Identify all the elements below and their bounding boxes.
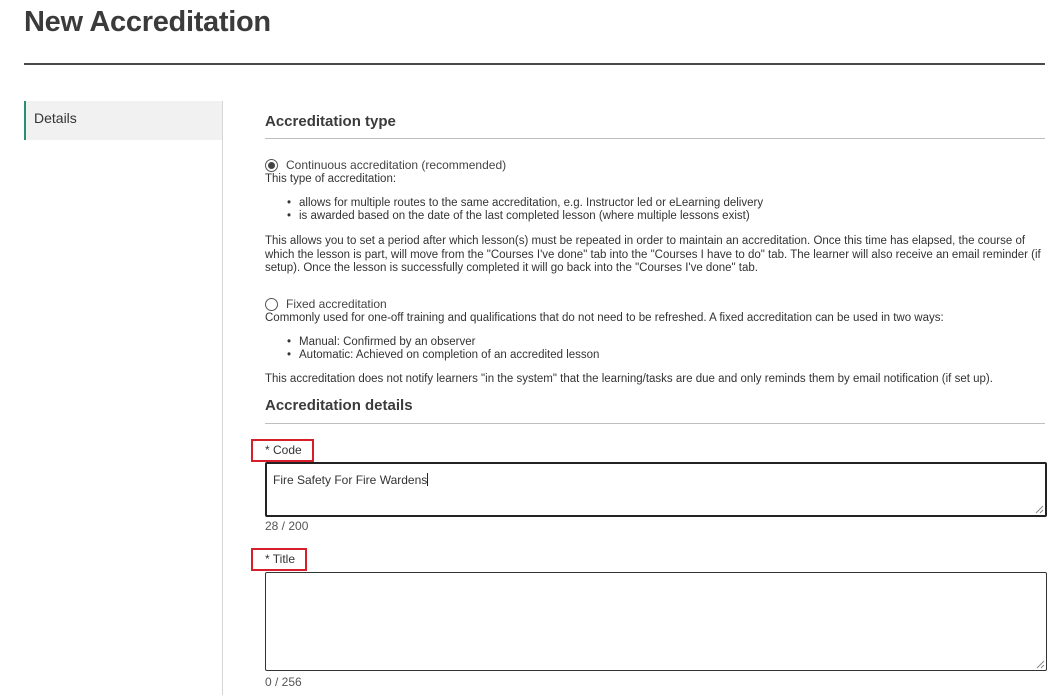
code-field[interactable]: [265, 462, 1047, 517]
list-item: • is awarded based on the date of the last completed lesson (where multiple lessons exist): [287, 210, 763, 223]
radio-selected-dot: [268, 162, 275, 169]
fixed-radio[interactable]: [265, 298, 278, 311]
continuous-accreditation-option[interactable]: [265, 158, 506, 172]
continuous-description: [265, 235, 1050, 276]
accreditation-details-heading: Accreditation details: [265, 397, 413, 414]
fixed-bullets: [287, 336, 599, 362]
section-divider: [265, 138, 1045, 139]
title-char-counter: 0 / 256: [265, 675, 302, 689]
description-line: which the lesson is part, will move from the "Courses I've done" tab into the "Courses I have to do" tab. The learner will also receive an email reminder (if: [265, 248, 1041, 261]
code-label: * Code: [251, 439, 314, 462]
list-item: • Manual: Confirmed by an observer: [287, 336, 599, 349]
continuous-intro: This type of accreditation:: [265, 173, 397, 185]
continuous-radio[interactable]: [265, 159, 278, 172]
description-line: This allows you to set a period after which lesson(s) must be repeated in order to maintain an accreditation. Once this time has elapsed, the course of: [265, 235, 1026, 247]
fixed-intro: Commonly used for one-off training and qualifications that do not need to be refreshed. A fixed accreditation can be used in two ways:: [265, 312, 944, 324]
sidebar: [24, 101, 223, 695]
section-divider: [265, 423, 1045, 424]
continuous-radio-label: Continuous accreditation (recommended): [286, 158, 507, 172]
list-item: • allows for multiple routes to the same accreditation, e.g. Instructor led or eLearning delivery: [287, 197, 763, 210]
text-caret: [427, 473, 428, 486]
continuous-bullets: [287, 197, 763, 223]
title-label: * Title: [251, 548, 307, 571]
fixed-radio-label: Fixed accreditation: [286, 297, 387, 311]
list-item: • Automatic: Achieved on completion of an accredited lesson: [287, 349, 599, 362]
title-divider: [24, 63, 1045, 65]
description-line: setup). Once the lesson is successfully completed it will go back into the "Courses I've done" tab.: [265, 262, 758, 274]
fixed-accreditation-option[interactable]: [265, 297, 387, 311]
fixed-description: This accreditation does not notify learners "in the system" that the learning/tasks are due and only reminds them by email notification (if set up).: [265, 373, 993, 385]
page-title: New Accreditation: [24, 6, 271, 38]
title-field[interactable]: [265, 572, 1047, 671]
resize-handle-icon[interactable]: [1036, 660, 1045, 669]
code-char-counter: 28 / 200: [265, 519, 309, 533]
sidebar-tab-details[interactable]: Details: [24, 101, 222, 140]
accreditation-type-heading: Accreditation type: [265, 113, 396, 130]
resize-handle-icon[interactable]: [1035, 505, 1044, 514]
code-field-value: Fire Safety For Fire Wardens: [273, 473, 428, 487]
